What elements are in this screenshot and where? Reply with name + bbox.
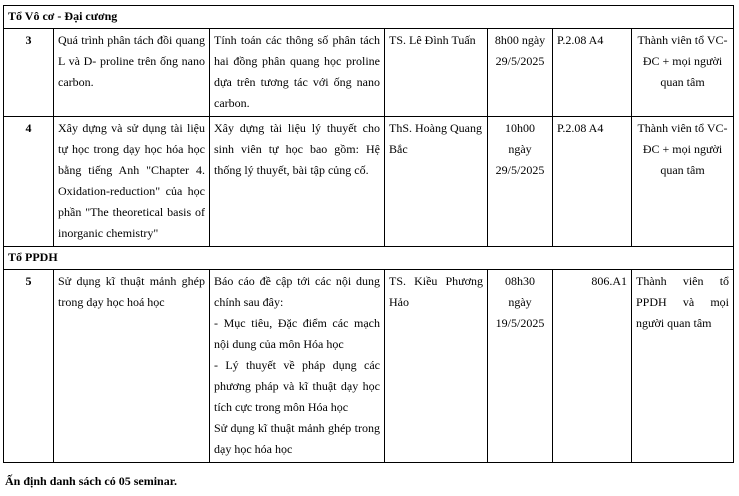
seminar-number: 3 bbox=[4, 29, 54, 117]
seminar-title: Quá trình phân tách đồi quang L và D- proline trên ống nano carbon. bbox=[54, 29, 210, 117]
content-line: Báo cáo đề cập tới các nội dung chính sau đây: bbox=[214, 274, 380, 309]
content-line: Tính toán các thông số phân tách hai đồng phân quang học proline dựa trên tương tác với ống nano carbon. bbox=[214, 33, 380, 110]
group-name: Tổ PPDH bbox=[4, 247, 734, 270]
seminar-table bbox=[3, 5, 734, 463]
group-name: Tổ Vô cơ - Đại cương bbox=[4, 6, 734, 29]
seminar-content bbox=[210, 270, 385, 463]
participants: Thành viên tổ VC-ĐC + mọi người quan tâm bbox=[632, 29, 734, 117]
content-line: Sử dụng kĩ thuật mảnh ghép trong dạy học hóa học bbox=[214, 421, 380, 456]
presenter: TS. Kiều Phương Hảo bbox=[385, 270, 488, 463]
seminar-content bbox=[210, 29, 385, 117]
time: 10h00 ngày 29/5/2025 bbox=[488, 117, 553, 247]
seminar-title: Sử dụng kĩ thuật mảnh ghép trong dạy học hoá học bbox=[54, 270, 210, 463]
participants: Thành viên tổ PPDH và mọi người quan tâm bbox=[632, 270, 734, 463]
presenter: ThS. Hoàng Quang Bắc bbox=[385, 117, 488, 247]
time: 8h00 ngày 29/5/2025 bbox=[488, 29, 553, 117]
group-header-row bbox=[4, 247, 734, 270]
participants: Thành viên tổ VC-ĐC + mọi người quan tâm bbox=[632, 117, 734, 247]
seminar-number: 5 bbox=[4, 270, 54, 463]
content-line: Xây dựng tài liệu lý thuyết cho sinh viên tự học bao gồm: Hệ thống lý thuyết, bài tập củng cố. bbox=[214, 121, 380, 177]
room: P.2.08 A4 bbox=[553, 117, 632, 247]
table-row bbox=[4, 117, 734, 247]
footnote: Ấn định danh sách có 05 seminar. bbox=[5, 474, 177, 488]
seminar-content bbox=[210, 117, 385, 247]
content-line: - Mục tiêu, Đặc điểm các mạch nội dung của môn Hóa học bbox=[214, 316, 380, 351]
table-row bbox=[4, 270, 734, 463]
content-line: - Lý thuyết về pháp dụng các phương pháp và kĩ thuật dạy học tích cực trong môn Hóa học bbox=[214, 358, 380, 414]
table-row bbox=[4, 29, 734, 117]
presenter: TS. Lê Đình Tuấn bbox=[385, 29, 488, 117]
seminar-number: 4 bbox=[4, 117, 54, 247]
room: 806.A1 bbox=[553, 270, 632, 463]
seminar-title: Xây dựng và sử dụng tài liệu tự học trong dạy học hóa học bằng tiếng Anh "Chapter 4. Oxidation-reduction" của học phần "The theoretical basis of inorganic chemistry" bbox=[54, 117, 210, 247]
time: 08h30 ngày 19/5/2025 bbox=[488, 270, 553, 463]
room: P.2.08 A4 bbox=[553, 29, 632, 117]
group-header-row bbox=[4, 6, 734, 29]
